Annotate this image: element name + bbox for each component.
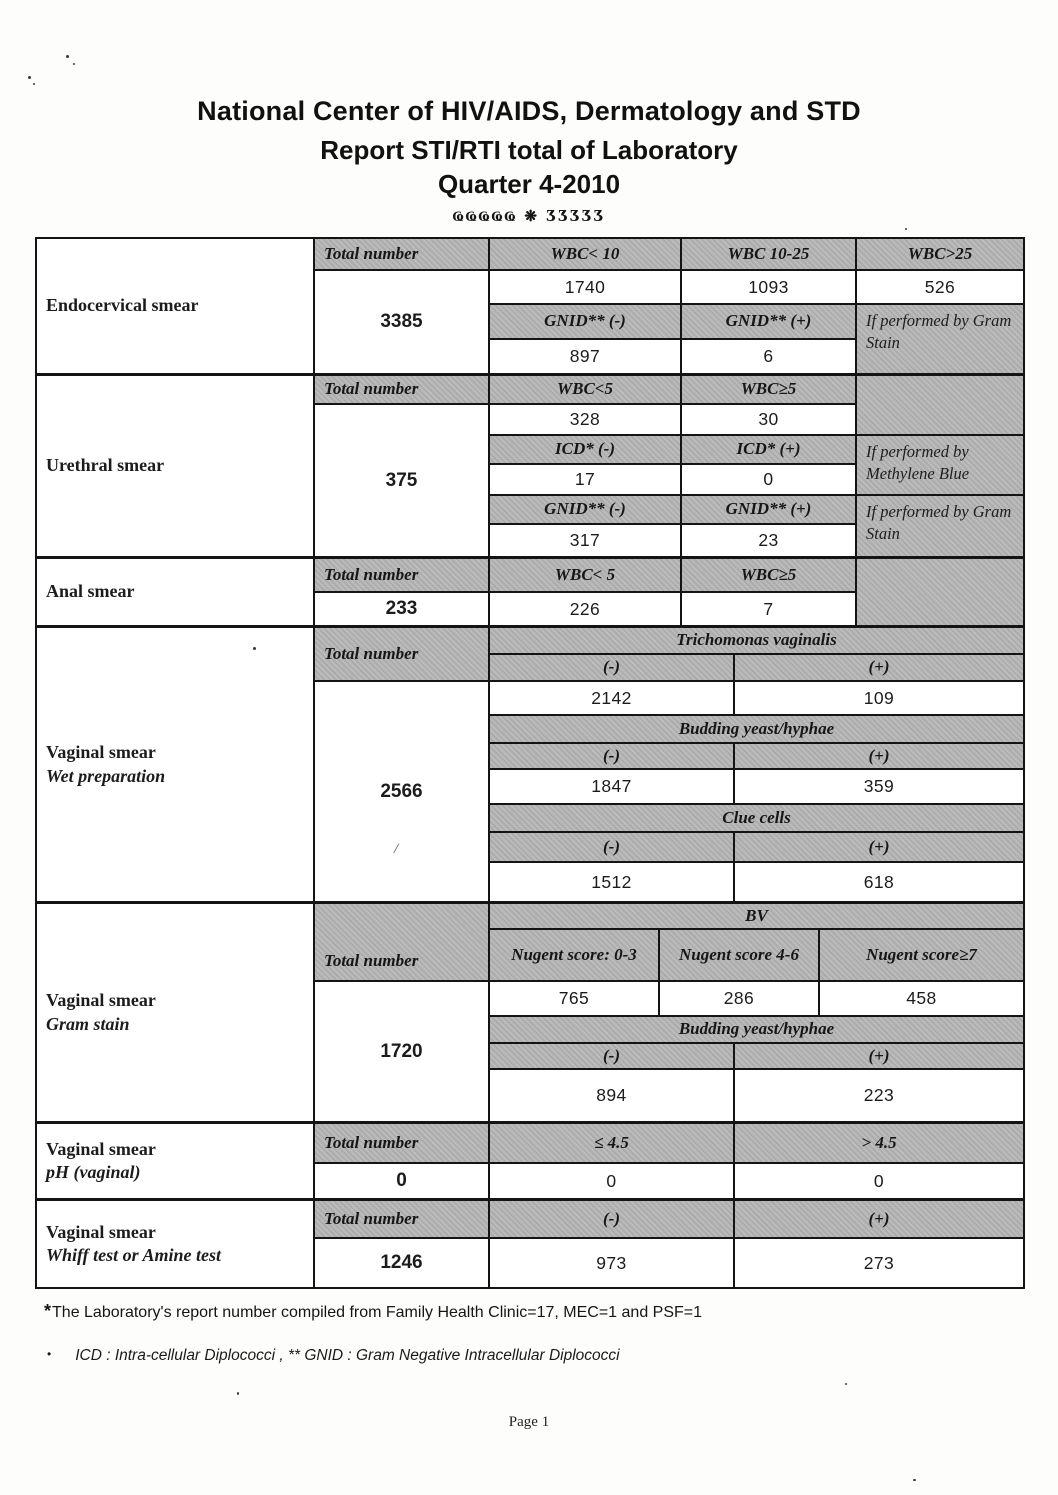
value-cell: 23	[682, 525, 855, 556]
title-block	[0, 96, 1058, 226]
value-cell: 765	[490, 982, 658, 1015]
total-value: 233	[315, 593, 488, 625]
scan-speck	[905, 228, 907, 230]
footnote-text: ICD : Intra-cellular Diplococci , ** GNID : Gram Negative Intracellular Diplococci	[75, 1347, 620, 1364]
asterisk-marker: *	[44, 1301, 52, 1321]
row-label-text: Urethral smear	[46, 455, 165, 476]
section-anal-smear	[37, 559, 1023, 625]
ornament-divider: ҨҨҨҨҨ ❋ ӠӠӠӠӠ	[452, 206, 606, 225]
page-title: National Center of HIV/AIDS, Dermatology and STD	[197, 96, 861, 126]
wbc-header: WBC<5	[490, 376, 680, 403]
row-label-text: Endocervical smear	[46, 295, 199, 316]
quarter-title: Quarter 4-2010	[437, 168, 621, 199]
section-endocervical-smear	[37, 239, 1023, 373]
value-cell: 1847	[490, 770, 733, 803]
value-cell: 273	[735, 1239, 1023, 1287]
row-label	[37, 559, 313, 625]
value-cell: 226	[490, 593, 680, 625]
wbc-header: WBC< 10	[490, 239, 680, 269]
value-cell: 973	[490, 1239, 733, 1287]
wbc-header: WBC≥5	[682, 559, 855, 591]
value-cell: 17	[490, 465, 680, 494]
row-label-text: Vaginal smear	[46, 1221, 156, 1242]
row-label	[37, 239, 313, 373]
row-label	[37, 628, 313, 901]
positive-header: (+)	[735, 1201, 1023, 1237]
value-cell: 0	[735, 1164, 1023, 1198]
test-group-title: Clue cells	[490, 805, 1023, 831]
negative-header: (-)	[490, 1201, 733, 1237]
page-subtitle: Report STI/RTI total of Laboratory	[320, 135, 738, 166]
row-label	[37, 904, 313, 1121]
value-cell: 458	[820, 982, 1023, 1015]
value-cell: 526	[857, 271, 1023, 303]
value-cell: 328	[490, 405, 680, 434]
wbc-header: WBC< 5	[490, 559, 680, 591]
scan-speck	[73, 63, 75, 65]
method-note: If performed by Methylene Blue	[857, 436, 1023, 494]
value-cell: 359	[735, 770, 1023, 803]
nugent-header: Nugent score 4-6	[660, 930, 818, 980]
wbc-header: WBC>25	[857, 239, 1023, 269]
negative-header: (-)	[490, 744, 733, 768]
positive-header: (+)	[735, 833, 1023, 861]
row-label-text: Anal smear	[46, 581, 135, 602]
footnote-report-number	[44, 1301, 702, 1322]
section-urethral-smear	[37, 376, 1023, 556]
row-label-subtext: pH (vaginal)	[46, 1162, 141, 1182]
nugent-header: Nugent score: 0-3	[490, 930, 658, 980]
negative-header: (-)	[490, 655, 733, 680]
footnote-text: The Laboratory's report number compiled from Family Health Clinic=17, MEC=1 and PSF=1	[52, 1304, 703, 1321]
value-cell: 0	[490, 1164, 733, 1198]
row-label-text: Vaginal smear	[46, 990, 156, 1011]
value-cell: 7	[682, 593, 855, 625]
row-label-subtext: Wet preparation	[46, 765, 166, 786]
row-label	[37, 376, 313, 556]
scan-speck	[913, 1479, 916, 1481]
wbc-header: WBC≥5	[682, 376, 855, 403]
test-group-title: Trichomonas vaginalis	[490, 628, 1023, 653]
row-label	[37, 1124, 313, 1198]
total-value: 2566	[315, 682, 488, 901]
icd-header: ICD* (+)	[682, 436, 855, 463]
ph-low-header: ≤ 4.5	[490, 1124, 733, 1162]
row-label-text: Vaginal smear	[46, 742, 156, 763]
ph-high-header: > 4.5	[735, 1124, 1023, 1162]
total-value: 0	[315, 1164, 488, 1198]
value-cell: 1512	[490, 863, 733, 901]
total-number-header: Total number	[315, 559, 488, 591]
value-cell: 1740	[490, 271, 680, 303]
scan-speck	[66, 55, 69, 58]
total-value: 1720	[315, 982, 488, 1121]
scan-mark: /	[394, 841, 399, 857]
positive-header: (+)	[735, 744, 1023, 768]
value-cell: 0	[682, 465, 855, 494]
negative-header: (-)	[490, 1044, 733, 1068]
test-group-title: Budding yeast/hyphae	[490, 1017, 1023, 1042]
bv-title: BV	[490, 904, 1023, 928]
gnid-header: GNID** (-)	[490, 496, 680, 523]
positive-header: (+)	[735, 655, 1023, 680]
gnid-header: GNID** (-)	[490, 305, 680, 338]
empty-gray-cell	[857, 376, 1023, 434]
section-vaginal-whiff-test	[37, 1201, 1023, 1287]
total-value: 1246	[315, 1239, 488, 1287]
section-vaginal-ph	[37, 1124, 1023, 1198]
total-number-header: Total number	[315, 239, 488, 269]
value-cell: 286	[660, 982, 818, 1015]
scan-speck	[33, 83, 35, 85]
total-number-header: Total number	[315, 376, 488, 403]
total-number-header: Total number	[315, 628, 488, 680]
row-label-subtext: Whiff test or Amine test	[46, 1245, 222, 1265]
scan-speck	[845, 1383, 847, 1385]
row-label-subtext: Gram stain	[46, 1013, 130, 1034]
value-cell: 317	[490, 525, 680, 556]
test-group-title: Budding yeast/hyphae	[490, 716, 1023, 742]
scan-speck	[28, 76, 31, 79]
value-cell: 618	[735, 863, 1023, 901]
value-cell: 109	[735, 682, 1023, 714]
gnid-header: GNID** (+)	[682, 305, 855, 338]
value-cell: 6	[682, 340, 855, 373]
value-cell: 223	[735, 1070, 1023, 1121]
nugent-header: Nugent score≥7	[820, 930, 1023, 980]
value-cell: 2142	[490, 682, 733, 714]
empty-gray-cell	[857, 559, 1023, 625]
page-number: Page 1	[508, 1414, 550, 1430]
wbc-header: WBC 10-25	[682, 239, 855, 269]
total-value: 375	[315, 405, 488, 556]
total-number-header: Total number	[315, 904, 488, 980]
report-table	[35, 237, 1025, 1289]
total-number-header: Total number	[315, 1201, 488, 1237]
bullet-marker: •	[47, 1347, 52, 1361]
value-cell: 30	[682, 405, 855, 434]
value-cell: 897	[490, 340, 680, 373]
section-vaginal-wet-preparation	[37, 628, 1023, 901]
total-number-header: Total number	[315, 1124, 488, 1162]
value-cell: 894	[490, 1070, 733, 1121]
gnid-header: GNID** (+)	[682, 496, 855, 523]
section-vaginal-gram-stain	[37, 904, 1023, 1121]
method-note: If performed by Gram Stain	[857, 305, 1023, 373]
footnote-abbreviations	[47, 1347, 620, 1365]
icd-header: ICD* (-)	[490, 436, 680, 463]
row-label-text: Vaginal smear	[46, 1138, 156, 1159]
negative-header: (-)	[490, 833, 733, 861]
row-label	[37, 1201, 313, 1287]
scan-speck	[253, 647, 256, 650]
positive-header: (+)	[735, 1044, 1023, 1068]
method-note: If performed by Gram Stain	[857, 496, 1023, 556]
value-cell: 1093	[682, 271, 855, 303]
total-value: 3385	[315, 271, 488, 373]
scan-speck	[237, 1392, 239, 1395]
